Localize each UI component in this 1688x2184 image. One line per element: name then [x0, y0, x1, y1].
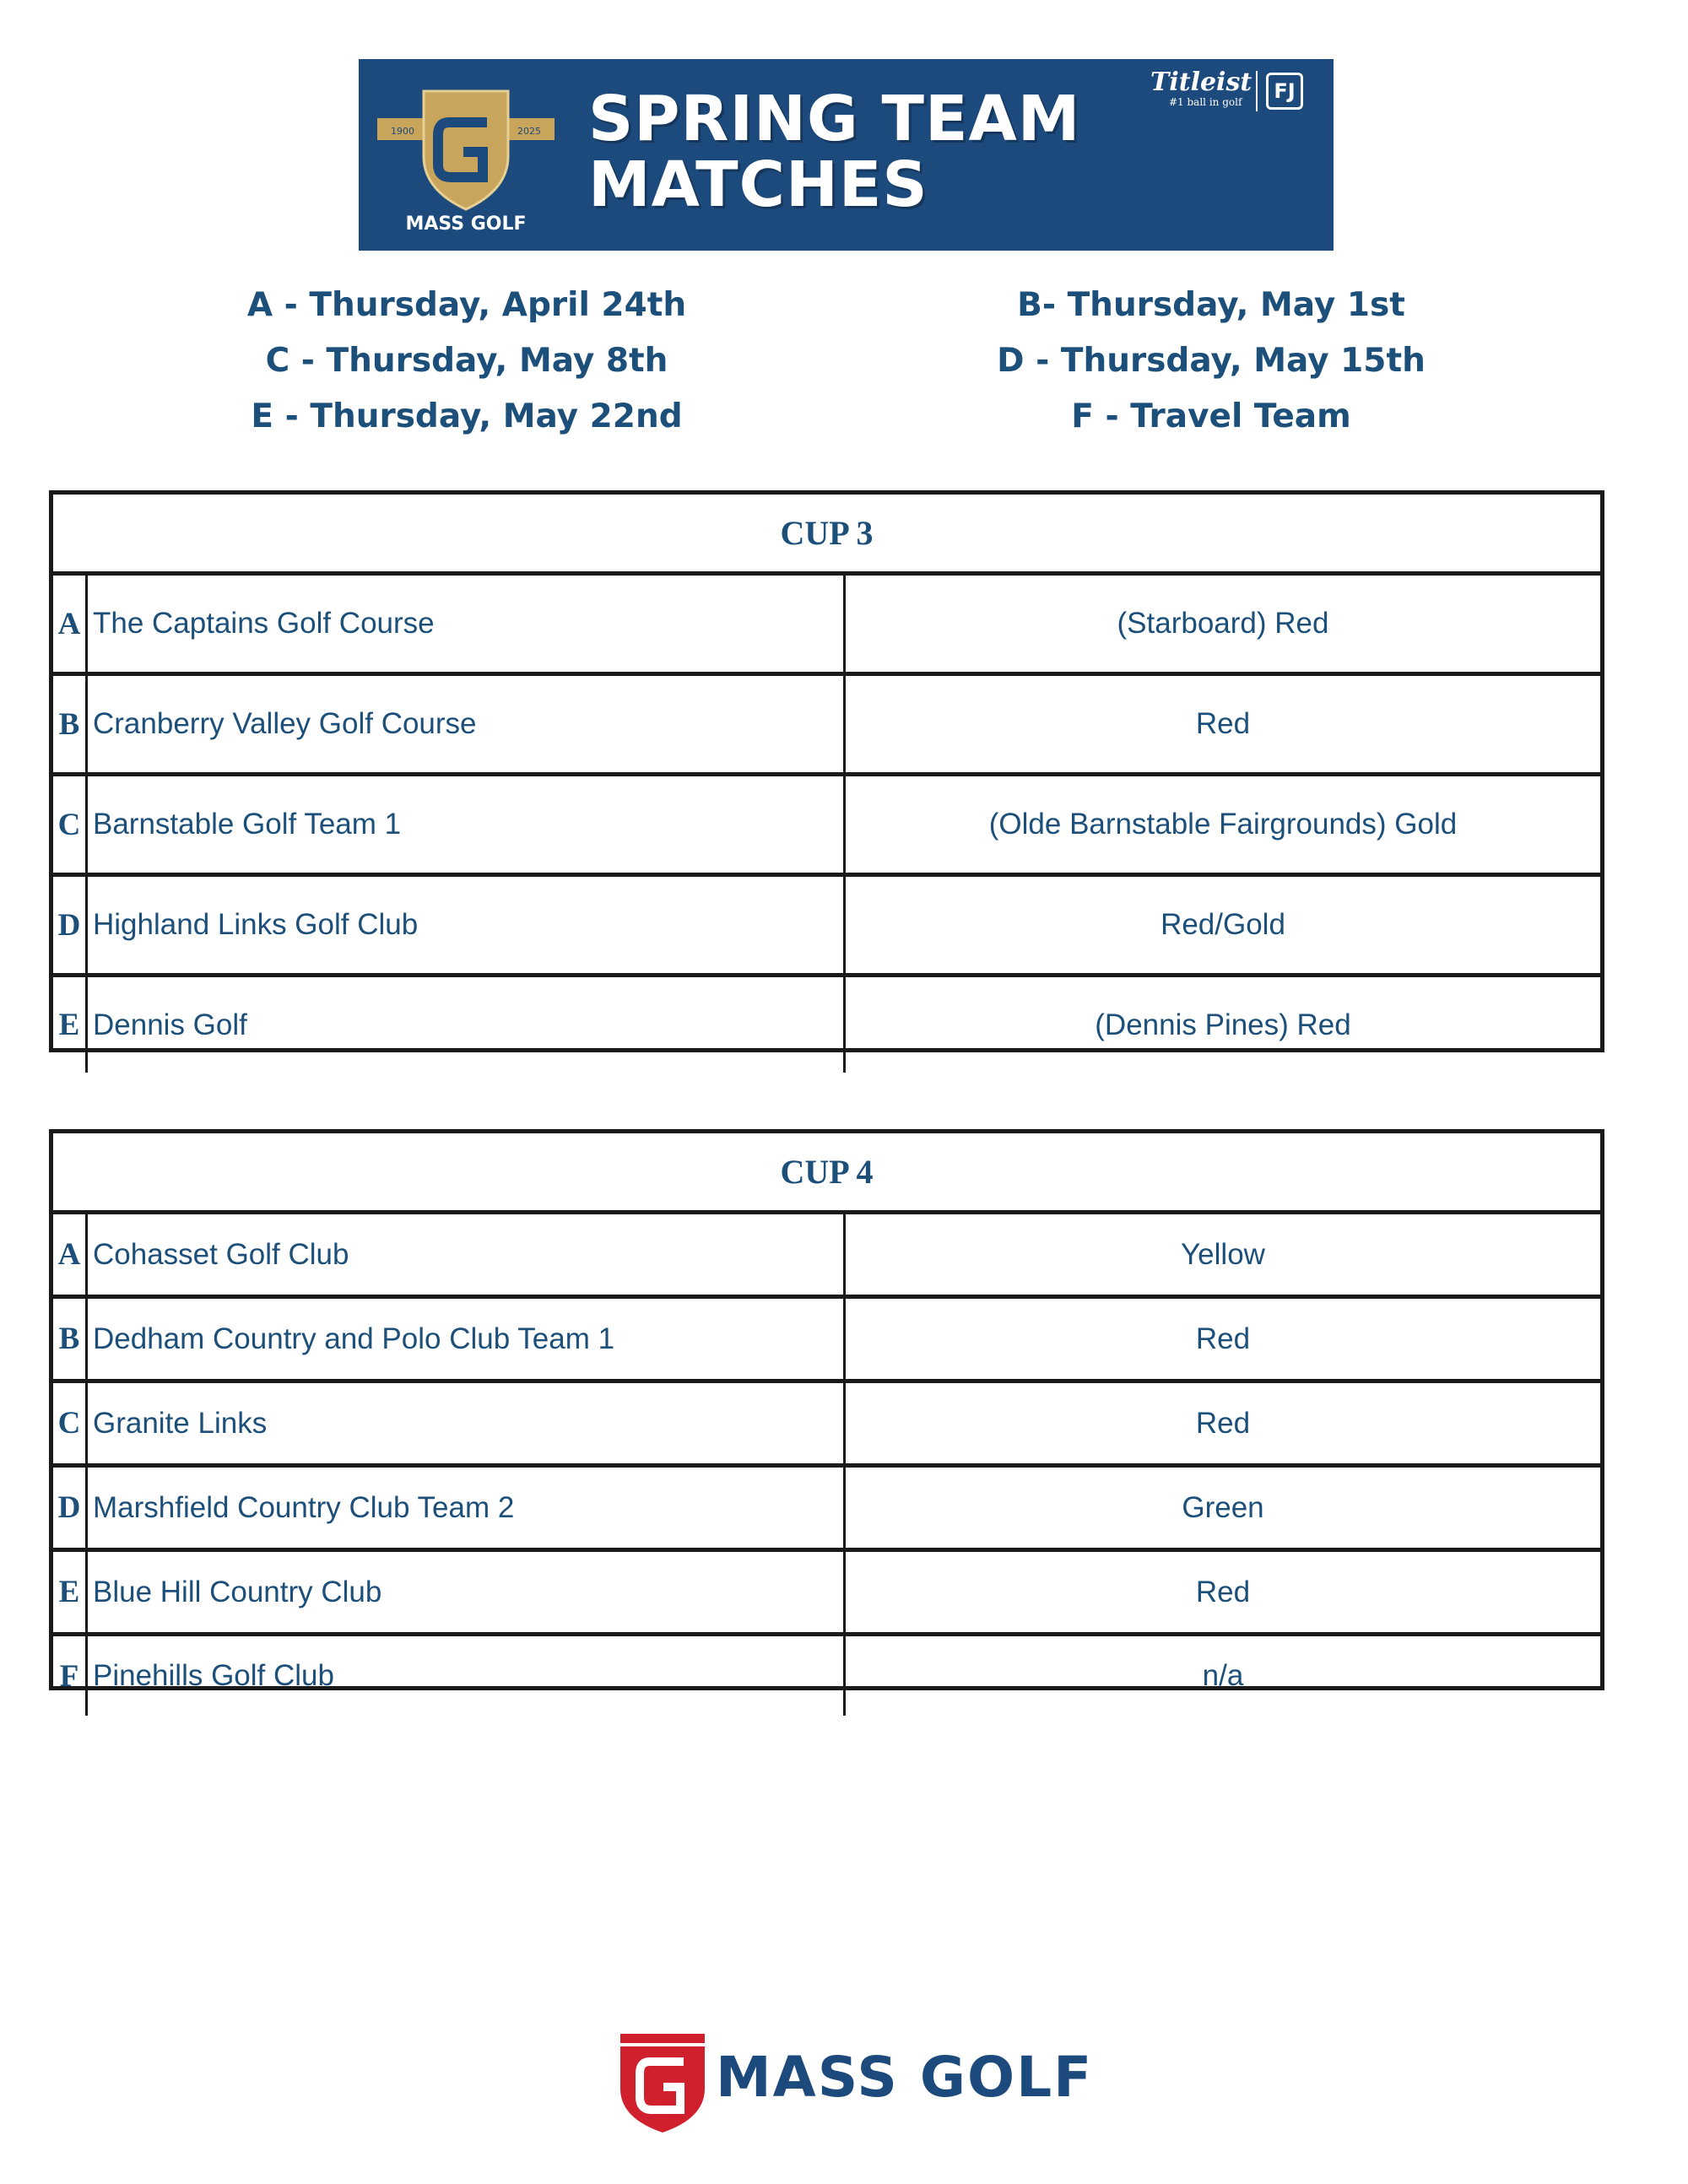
club-name: Dennis Golf: [88, 977, 846, 1073]
table-row: [53, 776, 1600, 877]
table-row: [53, 676, 1600, 776]
row-letter: B: [53, 676, 88, 772]
tee-value: (Starboard) Red: [1117, 607, 1329, 640]
date-d: D - Thursday, May 15th: [997, 342, 1426, 380]
row-letter: A: [53, 576, 88, 672]
club-name: Blue Hill Country Club: [88, 1552, 846, 1632]
tee-value: Yellow: [1181, 1237, 1265, 1271]
row-letter: D: [53, 1468, 88, 1548]
row-letter: E: [53, 1552, 88, 1632]
row-letter: C: [53, 1383, 88, 1463]
table-row: [53, 1468, 1600, 1552]
logo-year-left: 1900: [391, 126, 414, 137]
footer-shield-icon: [616, 2030, 709, 2135]
page-title: [588, 83, 1081, 221]
club-name: Cranberry Valley Golf Course: [88, 676, 846, 772]
tee-value: (Olde Barnstable Fairgrounds) Gold: [988, 808, 1458, 841]
tee-value: Red: [1195, 1575, 1251, 1608]
cup-3-table: [49, 490, 1604, 1052]
table-row: [53, 576, 1600, 676]
tee-value: Red/Gold: [1160, 908, 1285, 941]
date-a: A - Thursday, April 24th: [246, 286, 687, 324]
table-row: [53, 1636, 1600, 1716]
club-name: Dedham Country and Polo Club Team 1: [88, 1299, 846, 1379]
row-letter: F: [53, 1636, 88, 1716]
row-letter: B: [53, 1299, 88, 1379]
sponsor-divider: [1256, 71, 1258, 111]
tee-value: Red: [1195, 1322, 1251, 1355]
date-c: C - Thursday, May 8th: [265, 342, 668, 380]
titleist-tagline: #1 ball in golf: [1169, 96, 1242, 108]
table-row: [53, 877, 1600, 977]
club-name: Cohasset Golf Club: [88, 1214, 846, 1295]
header-banner: [359, 59, 1334, 251]
club-name: Highland Links Golf Club: [88, 877, 846, 973]
footer-logo: [616, 2030, 1094, 2135]
tee-value: Red: [1195, 1406, 1251, 1440]
table-row: [53, 977, 1600, 1073]
cup-4-table: [49, 1129, 1604, 1694]
tee-value: (Dennis Pines) Red: [1095, 1008, 1351, 1041]
club-name: The Captains Golf Course: [88, 576, 846, 672]
date-f: F - Travel Team: [1071, 397, 1351, 435]
club-name: Pinehills Golf Club: [88, 1636, 846, 1716]
fj-logo: FJ: [1266, 73, 1303, 110]
sponsor-logos: [1150, 66, 1319, 120]
table-row: [53, 1552, 1600, 1636]
tee-value: Red: [1195, 707, 1251, 740]
cup-3-title: CUP 3: [53, 495, 1600, 576]
logo-year-right: 2025: [517, 126, 541, 137]
tee-value: n/a: [1202, 1659, 1244, 1692]
logo-text: MASS GOLF: [405, 214, 527, 235]
tee-value: Green: [1182, 1490, 1264, 1524]
club-name: Marshfield Country Club Team 2: [88, 1468, 846, 1548]
titleist-logo: Titleist: [1150, 68, 1252, 97]
footer-logo-text: MASS GOLF: [716, 2045, 1094, 2110]
date-e: E - Thursday, May 22nd: [251, 397, 683, 435]
row-letter: D: [53, 877, 88, 973]
row-letter: E: [53, 977, 88, 1073]
table-row: [53, 1383, 1600, 1468]
club-name: Barnstable Golf Team 1: [88, 776, 846, 873]
table-row: [53, 1299, 1600, 1383]
cup-4-title: CUP 4: [53, 1133, 1600, 1214]
row-letter: C: [53, 776, 88, 873]
date-b: B- Thursday, May 1st: [1017, 286, 1405, 324]
title-line-1: SPRING TEAM: [588, 83, 1081, 155]
title-line-2: MATCHES: [588, 149, 928, 221]
table-row: [53, 1214, 1600, 1299]
club-name: Granite Links: [88, 1383, 846, 1463]
row-letter: A: [53, 1214, 88, 1295]
mass-golf-shield-logo: [377, 84, 555, 236]
